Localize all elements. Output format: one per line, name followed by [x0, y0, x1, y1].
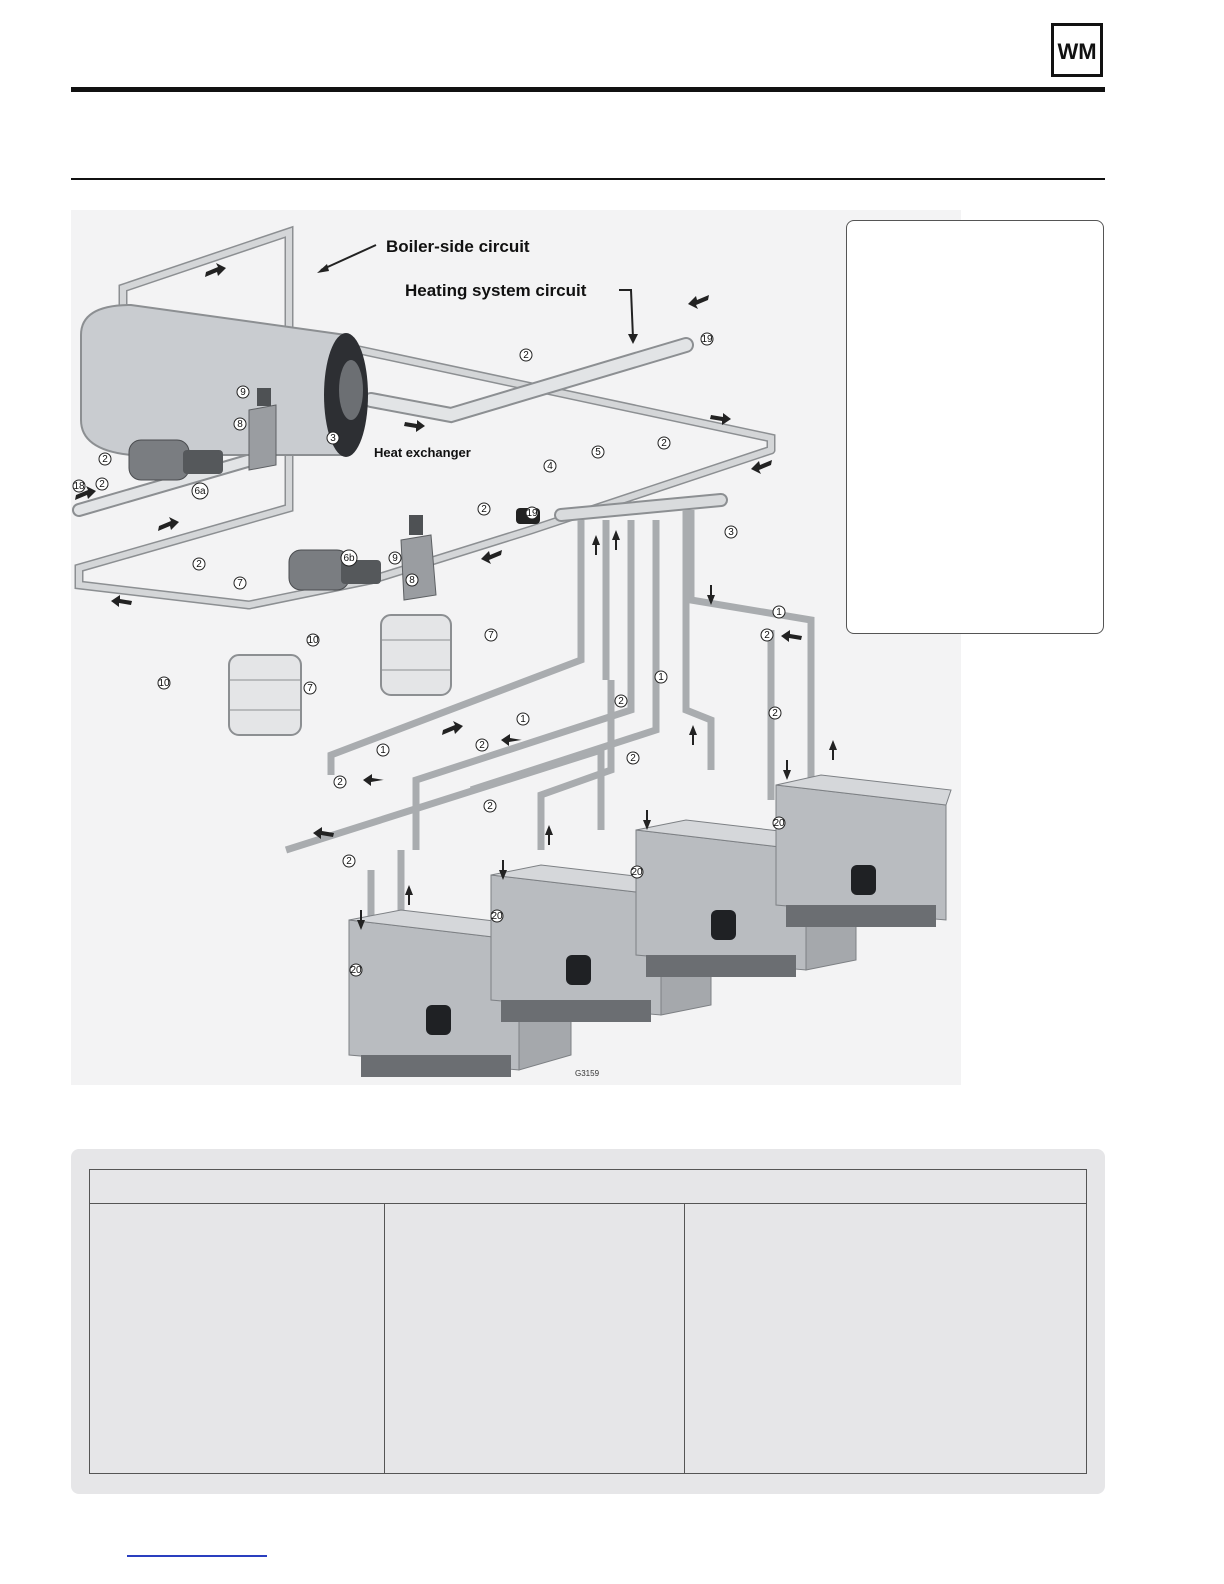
callout-number: 19	[526, 508, 538, 519]
callout-number: 3	[330, 433, 336, 444]
callout-number: 2	[481, 504, 487, 515]
callout-number: 2	[196, 559, 202, 570]
callout-number: 8	[409, 575, 415, 586]
callout-number: 20	[491, 911, 503, 922]
label-heating-system-circuit: Heating system circuit	[405, 281, 587, 300]
section-rule	[71, 178, 1105, 180]
callout-number: 2	[99, 479, 105, 490]
callout-number: 20	[773, 818, 785, 829]
callout-number: 2	[661, 438, 667, 449]
callout-number: 10	[158, 678, 170, 689]
callout-number: 2	[102, 454, 108, 465]
callout-number: 1	[776, 607, 782, 618]
callout-number: 2	[479, 740, 485, 751]
callout-number: 20	[350, 965, 362, 976]
piping-diagram-svg	[71, 210, 961, 1085]
callout-number: 9	[240, 387, 246, 398]
callout-number: 4	[547, 461, 553, 472]
spec-table-column-3	[684, 1204, 1086, 1473]
callout-number: 2	[523, 350, 529, 361]
piping-diagram	[71, 210, 961, 1085]
callout-number: 2	[337, 777, 343, 788]
brand-logo	[1051, 23, 1103, 77]
expansion-tank-right	[381, 615, 451, 695]
callout-number: 2	[764, 630, 770, 641]
spec-table-column-1	[90, 1204, 385, 1473]
callout-number: 2	[772, 708, 778, 719]
callout-number: 6b	[343, 553, 355, 564]
callout-number: 2	[618, 696, 624, 707]
callout-number: 7	[237, 578, 243, 589]
spec-table-header	[90, 1170, 1086, 1204]
figure-code: G3159	[575, 1069, 600, 1078]
callout-number: 2	[630, 753, 636, 764]
spec-table-column-2	[384, 1204, 685, 1473]
spec-table	[89, 1169, 1087, 1474]
callout-number: 1	[520, 714, 526, 725]
brand-logo-text: WM	[1057, 39, 1097, 64]
callout-number: 8	[237, 419, 243, 430]
expansion-tank-left	[229, 655, 301, 735]
header-rule	[71, 87, 1105, 92]
callout-number: 2	[346, 856, 352, 867]
callout-number: 18	[73, 481, 85, 492]
label-heat-exchanger: Heat exchanger	[374, 445, 471, 460]
footer-link[interactable]	[127, 1555, 267, 1557]
callout-number: 7	[307, 683, 313, 694]
boiler-4	[776, 775, 951, 927]
callout-number: 19	[701, 334, 713, 345]
callout-number: 10	[307, 635, 319, 646]
label-boiler-side-circuit: Boiler-side circuit	[386, 237, 530, 256]
callout-number: 1	[380, 745, 386, 756]
spec-panel	[71, 1149, 1105, 1494]
callout-number: 9	[392, 553, 398, 564]
callout-number: 6a	[194, 486, 206, 497]
callout-number: 1	[658, 672, 664, 683]
callout-number: 5	[595, 447, 601, 458]
callout-number: 20	[631, 867, 643, 878]
callout-number: 7	[488, 630, 494, 641]
callout-number: 3	[728, 527, 734, 538]
callout-number: 2	[487, 801, 493, 812]
legend-box	[846, 220, 1104, 634]
